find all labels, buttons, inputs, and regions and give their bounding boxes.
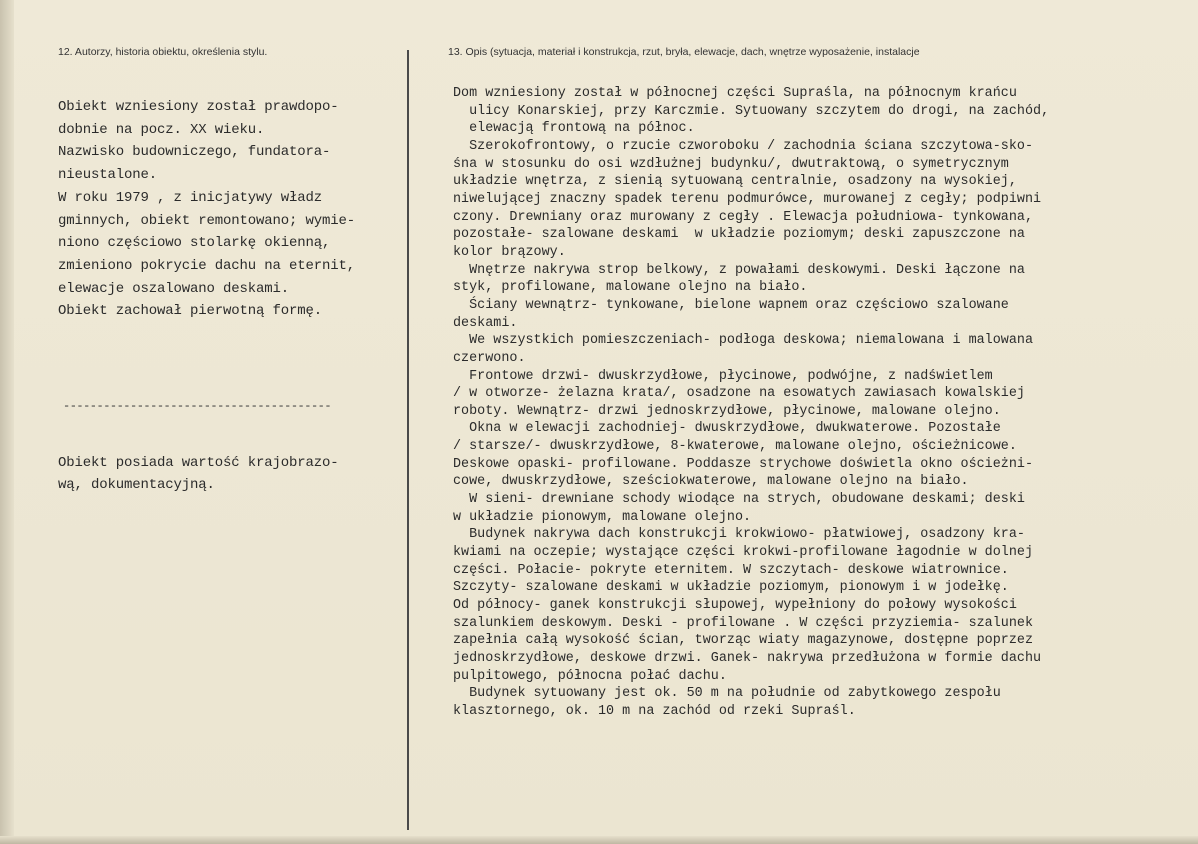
description-text-line: deskami.: [453, 315, 518, 331]
section-12-header: 12. Autorzy, historia obiektu, określenia stylu.: [58, 46, 268, 58]
history-text-line: gminnych, obiekt remontowano; wymie-: [58, 212, 356, 229]
description-text-line: jednoskrzydłowe, deskowe drzwi. Ganek- nakrywa przedłużona w formie dachu: [453, 651, 1042, 666]
description-text-line: Frontowe drzwi- dwuskrzydłowe, płycinowe, podwójne, z nadświetlem: [453, 368, 993, 384]
description-text-line: Wnętrze nakrywa strop belkowy, z powałami deskowymi. Deski łączone na: [453, 262, 1025, 278]
value-note: [58, 452, 403, 496]
card-bottom-edge: [0, 836, 1198, 844]
description-text-line: Ściany wewnątrz- tynkowane, bielone wapnem oraz częściowo szalowane: [453, 297, 1009, 313]
history-text-line: dobnie na pocz. XX wieku.: [58, 121, 265, 138]
description-text-line: / w otworze- żelazna krata/, osadzone na esowatych zawiasach kowalskiej: [453, 386, 1025, 402]
history-text-line: Nazwisko budowniczego, fundatora-: [58, 144, 331, 161]
value-note-line: Obiekt posiada wartość krajobrazo-: [58, 455, 339, 471]
description-text-line: zapełnia całą wysokość ścian, tworząc wiaty magazynowe, dostępne poprzez: [453, 633, 1034, 649]
description-text-line: Od północy- ganek konstrukcji słupowej, wypełniony do połowy wysokości: [453, 598, 1017, 614]
history-text-line: Obiekt wzniesiony został prawdopo-: [58, 99, 339, 115]
description-text-line: pozostałe- szalowane deskami w układzie poziomym; deski zapuszczone na: [453, 227, 1025, 243]
description-text-line: kolor brązowy.: [453, 244, 566, 260]
description-text-line: kwiami na oczepie; wystające części krokwi-profilowane łagodnie w dolnej: [453, 545, 1034, 561]
description-text-line: śna w stosunku do osi wzdłużnej budynku/, dwutraktową, o symetrycznym: [453, 156, 1009, 172]
description-text-line: Budynek nakrywa dach konstrukcji krokwiowo- płatwiowej, osadzony kra-: [453, 527, 1025, 543]
description-text-line: styk, profilowane, malowane olejno na biało.: [453, 280, 808, 296]
description-text-line: Budynek sytuowany jest ok. 50 m na południe od zabytkowego zespołu: [453, 686, 1001, 702]
description-text-line: w układzie pionowym, malowane olejno.: [453, 509, 752, 525]
column-divider: [407, 50, 409, 830]
description-text-line: Deskowe opaski- profilowane. Poddasze strychowe doświetla okno ościeżni-: [453, 456, 1034, 472]
description-text-line: czony. Drewniany oraz murowany z cegły . Elewacja południowa- tynkowana,: [453, 209, 1034, 225]
description-text-line: klasztornego, ok. 10 m na zachód od rzeki Supraśl.: [453, 703, 856, 719]
value-note-line: wą, dokumentacyjną.: [58, 477, 215, 493]
history-paragraph: [58, 96, 403, 323]
description-text-line: części. Połacie- pokryte eternitem. W szczytach- deskowe wiatrownice.: [453, 562, 1009, 578]
description-text-line: Dom wzniesiony został w północnej części Supraśla, na północnym krańcu: [453, 86, 1017, 101]
history-text-line: nieustalone.: [58, 167, 158, 184]
history-text-line: W roku 1979 , z inicjatywy władz: [58, 189, 323, 206]
section-13-header: 13. Opis (sytuacja, materiał i konstrukcja, rzut, bryła, elewacje, dach, wnętrze wyposażenie, instalacje: [448, 46, 920, 58]
description-text-line: W sieni- drewniane schody wiodące na strych, obudowane deskami; deski: [453, 492, 1025, 508]
description-text-line: szalunkiem deskowym. Deski - profilowane . W części przyziemia- szalunek: [453, 615, 1034, 631]
history-text-line: niono częściowo stolarkę okienną,: [58, 235, 331, 252]
description-text-line: pulpitowego, północna połać dachu.: [453, 668, 727, 684]
description-text-line: elewacją frontową na północ.: [453, 121, 695, 137]
typed-separator: ----------------------------------------: [63, 400, 332, 412]
history-text-line: Obiekt zachował pierwotną formę.: [58, 303, 323, 320]
history-text-line: elewacje oszalowano deskami.: [58, 280, 290, 297]
description-text-line: / starsze/- dwuskrzydłowe, 8-kwaterowe, malowane olejno, ościeżnicowe.: [453, 439, 1017, 455]
description-text-line: Okna w elewacji zachodniej- dwuskrzydłowe, dwukwaterowe. Pozostałe: [453, 421, 1001, 437]
description-text-line: cowe, dwuskrzydłowe, sześciokwaterowe, malowane olejno na biało.: [453, 474, 969, 490]
description-text-line: niwelującej znaczny spadek terenu podmurówce, murowanej z cegły; podpiwni: [453, 191, 1042, 207]
description-text-line: Szerokofrontowy, o rzucie czworoboku / zachodnia ściana szczytowa-sko-: [453, 138, 1034, 154]
history-text-line: zmieniono pokrycie dachu na eternit,: [58, 257, 356, 274]
description-text-line: roboty. Wewnątrz- drzwi jednoskrzydłowe, płycinowe, malowane olejno.: [453, 403, 1001, 419]
description-text-line: Szczyty- szalowane deskami w układzie poziomym, pionowym i w jodełkę.: [453, 580, 1009, 596]
card-left-edge: [0, 0, 14, 844]
description-paragraph: [453, 85, 1193, 721]
description-text-line: układzie wnętrza, z sienią sytuowaną centralnie, osadzony na wysokiej,: [453, 174, 1017, 190]
description-text-line: czerwono.: [453, 350, 526, 366]
description-text-line: ulicy Konarskiej, przy Karczmie. Sytuowany szczytem do drogi, na zachód,: [453, 103, 1050, 119]
description-text-line: We wszystkich pomieszczeniach- podłoga deskowa; niemalowana i malowana: [453, 333, 1034, 349]
